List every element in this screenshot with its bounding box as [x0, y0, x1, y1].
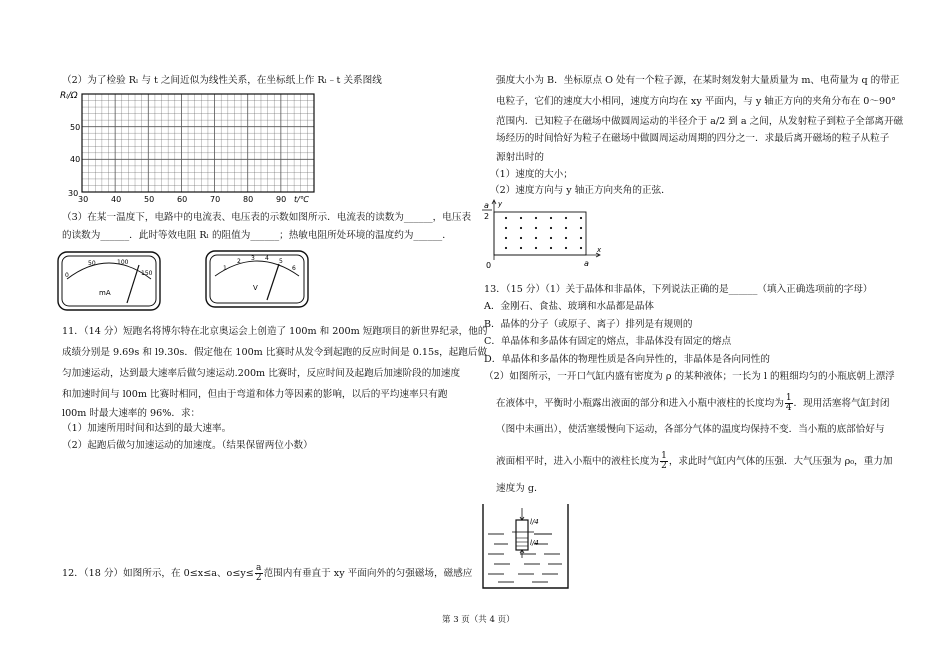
y-tick: 50: [70, 123, 81, 132]
q11-line: l00m 时最大速率的 96%．求：: [62, 408, 201, 419]
q12-sub1: （1）速度的大小；: [490, 169, 573, 180]
field-dot: [565, 247, 567, 249]
voltmeter: [205, 250, 309, 308]
q13-p2-line1: （2）如图所示，一开口气缸内盛有密度为 ρ 的某种液体；一长为 l 的粗细均匀的小瓶底朝上漂浮: [484, 371, 895, 382]
q12-line: 12．（18 分）如图所示，在 0≤x≤a、o≤y≤ $\frac{a}{2}$ 范围内有垂直于 xy 平面向外的匀强磁场，磁感应: [62, 563, 473, 583]
field-dot: [580, 217, 582, 219]
q11-sub1: （1）加速所用时间和达到的最大速率。: [62, 423, 232, 434]
v-tick: 5: [279, 258, 283, 265]
field-dot: [520, 237, 522, 239]
v-tick: 4: [265, 255, 269, 262]
q13-option-b: B．晶体的分子（或原子、离子）排列是有规则的: [484, 319, 693, 330]
bottle-label-bot: l/4: [530, 539, 539, 547]
fig-half: 2: [484, 212, 490, 221]
q11-line: 成绩分别是 9.69s 和 l9.30s．假定他在 100m 比赛时从发令到起跑的反应时间是 0.15s，起跑后做: [62, 347, 488, 358]
fig-origin: 0: [486, 261, 492, 270]
y-tick: 30: [68, 189, 79, 198]
magnetic-field-figure: [478, 198, 608, 274]
field-dot: [535, 247, 537, 249]
x-tick: 90: [276, 195, 287, 204]
fig-y: y: [498, 200, 503, 208]
q13-option-c: C．单晶体和多晶体有固定的熔点，非晶体没有固定的熔点: [484, 336, 732, 347]
q2-text: （2）为了检验 Rₗ 与 t 之间近似为线性关系，在坐标纸上作 Rₗ﹣t 关系图线: [62, 75, 382, 86]
ma-tick: 100: [117, 259, 129, 266]
page-footer: 第 3 页（共 4 页）: [442, 615, 515, 625]
x-tick: 70: [210, 195, 221, 204]
field-dot: [505, 227, 507, 229]
field-dot: [565, 237, 567, 239]
graph-x-label: t/℃: [294, 195, 309, 204]
q13-option-a: A．金刚石、食盐、玻璃和水晶都是晶体: [484, 301, 655, 312]
q13-p2-line5: 速度为 g．: [496, 483, 544, 494]
x-tick: 80: [243, 195, 254, 204]
field-dot: [505, 247, 507, 249]
x-tick: 60: [177, 195, 188, 204]
field-dot: [550, 227, 552, 229]
milliammeter: [57, 251, 161, 311]
field-dot: [565, 217, 567, 219]
v-tick: 1: [223, 265, 227, 272]
bottle-label-top: l/4: [530, 518, 539, 526]
fig-x: x: [597, 246, 602, 254]
field-dot: [535, 237, 537, 239]
field-dot: [565, 227, 567, 229]
q11-line: 11．（14 分）短跑名将博尔特在北京奥运会上创造了 100m 和 200m 短跑项目的新世界纪录，他的: [62, 326, 488, 337]
q11-sub2: （2）起跑后做匀加速运动的加速度。（结果保留两位小数）: [62, 440, 313, 451]
x-tick: 40: [111, 195, 122, 204]
v-tick: 2: [237, 258, 241, 265]
ma-tick: 0: [65, 272, 69, 279]
cylinder-bottle-figure: [480, 500, 572, 590]
field-dot: [550, 247, 552, 249]
field-dot: [520, 247, 522, 249]
fig-a-top: a: [484, 201, 489, 210]
v-unit: V: [253, 284, 258, 292]
y-tick: 40: [70, 155, 81, 164]
field-dot: [580, 237, 582, 239]
x-tick: 30: [78, 195, 89, 204]
graph-y-label: Rₗ/Ω: [60, 91, 78, 101]
q13-head: 13．（15 分）（1）关于晶体和非晶体，下列说法正确的是______（填入正确选项前的字母）: [484, 284, 873, 295]
ma-unit: mA: [99, 289, 111, 297]
field-dot: [505, 237, 507, 239]
q12-cont: 范围内．已知粒子在磁场中做圆周运动的半径介于 a/2 到 a 之间，从发射粒子到粒子全部离开磁: [496, 116, 904, 127]
q12-cont: 电粒子，它们的速度大小相同，速度方向均在 xy 平面内，与 y 轴正方向的夹角分布在 0～90°: [496, 96, 896, 107]
v-tick: 6: [292, 265, 296, 272]
q12-cont: 强度大小为 B．坐标原点 O 处有一个粒子源，在某时刻发射大量质量为 m、电荷量为 q 的带正: [496, 75, 900, 86]
field-dot: [535, 227, 537, 229]
q13-p2-line4: 液面相平时，进入小瓶中的液柱长度为 $\frac{1}{2}$ ，求此时气缸内气体的压强．大气压强为 ρ₀，重力加: [496, 451, 893, 471]
q3-line2: 的读数为______．此时等效电阻 Rₗ 的阻值为______；热敏电阻所处环境的温度约为______．: [62, 230, 452, 241]
fig-a-x: a: [584, 259, 589, 268]
ma-tick: 150: [141, 270, 153, 277]
q13-p2-line3: （图中未画出），使活塞缓慢向下运动，各部分气体的温度均保持不变．当小瓶的底部恰好与: [496, 424, 885, 435]
q3-line1: （3）在某一温度下，电路中的电流表、电压表的示数如图所示．电流表的读数为______，电压表: [62, 212, 472, 223]
field-dot: [580, 227, 582, 229]
field-dot: [505, 217, 507, 219]
q12-cont: 源射出时的: [496, 152, 544, 163]
q12-sub2: （2）速度方向与 y 轴正方向夹角的正弦．: [490, 185, 671, 196]
v-tick: 3: [251, 255, 255, 262]
field-dot: [580, 247, 582, 249]
rl-t-graph: [58, 88, 330, 206]
x-tick: 50: [144, 195, 155, 204]
field-dot: [520, 217, 522, 219]
q11-line: 匀加速运动，达到最大速率后做匀速运动.200m 比赛时，反应时间及起跑后加速阶段的加速度: [62, 368, 461, 379]
q13-p2-line2: 在液体中，平衡时小瓶露出液面的部分和进入小瓶中液柱的长度均为 $\frac{1}{4}$ ．现用活塞将气缸封闭: [496, 393, 890, 413]
field-dot: [550, 217, 552, 219]
q12-cont: 场经历的时间恰好为粒子在磁场中做圆周运动周期的四分之一．求最后离开磁场的粒子从粒子: [496, 133, 890, 144]
field-dot: [520, 227, 522, 229]
field-dot: [550, 237, 552, 239]
q11-line: 和加速时间与 l00m 比赛时相同，但由于弯道和体力等因素的影响，以后的平均速率只有跑: [62, 389, 448, 400]
q13-option-d: D．单晶体和多晶体的物理性质是各向异性的，非晶体是各向同性的: [484, 354, 770, 365]
field-dot: [535, 217, 537, 219]
ma-tick: 50: [88, 260, 96, 267]
